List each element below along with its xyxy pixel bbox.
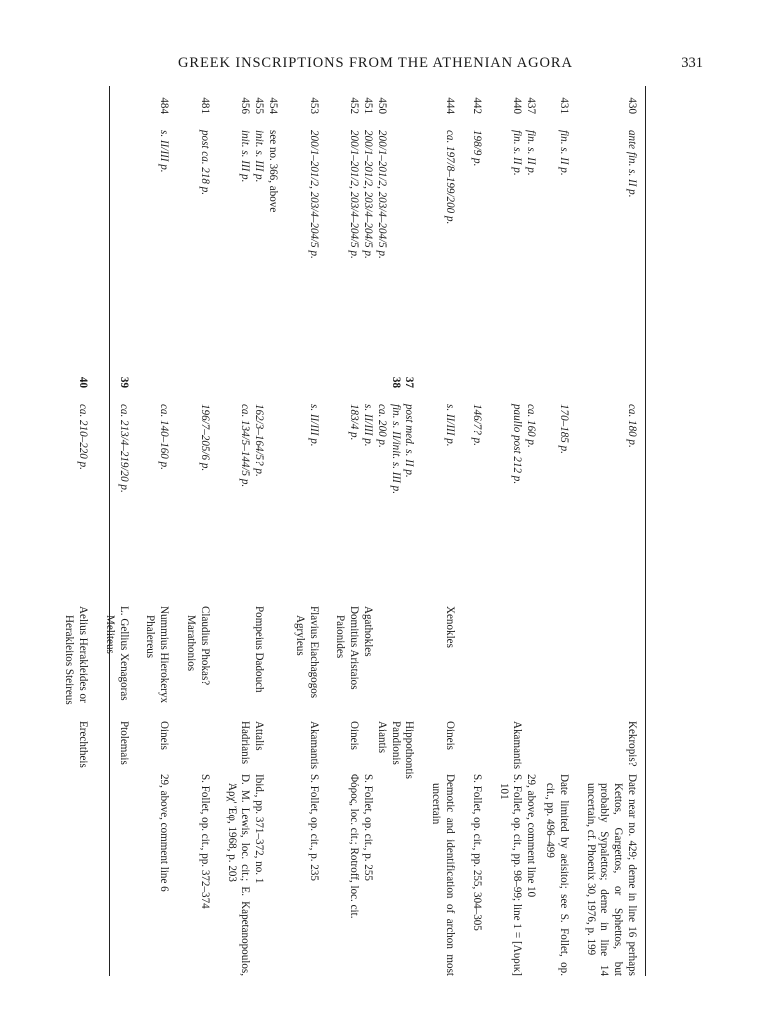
table-row (224, 86, 252, 976)
source-number (402, 86, 429, 120)
archon-name (265, 602, 292, 719)
reference-note (374, 768, 388, 976)
original-date: 200/1–201/2, 203/4–204/5 p. (362, 130, 375, 259)
reference-note: 29, above, comment line 6 (158, 774, 171, 892)
archon-name (374, 602, 388, 719)
table-row (183, 86, 224, 976)
source-number: 451 (362, 97, 375, 114)
original-date: s. II/III p. (158, 130, 171, 173)
reference-note (62, 768, 103, 976)
reference-note: Demotic and identification of archon most uncertain (430, 774, 457, 976)
archon-name: Claudius Phokas? Marathonios (185, 606, 211, 686)
table-row (469, 86, 496, 976)
table-row (388, 86, 402, 976)
new-number (224, 367, 252, 394)
table-bottom-rule (109, 86, 110, 976)
table-row (62, 86, 103, 976)
source-number: 456 (239, 97, 252, 114)
original-date (402, 120, 429, 367)
new-number (496, 367, 524, 394)
tribe-name (523, 719, 542, 768)
revised-date: 196/7–205/6 p. (198, 404, 211, 472)
new-number: 39 (117, 376, 130, 388)
tribe-name: Akamantis (307, 721, 320, 770)
new-number (523, 367, 542, 394)
original-date: 200/1–201/2, 203/4–204/5 p. (375, 130, 388, 259)
archon-name: Aelius Herakleides or Herakleitos Steireus (63, 606, 90, 705)
original-date: ca. 197/8–199/200 p. (444, 130, 457, 225)
rotated-table-block (63, 86, 646, 976)
source-number: 453 (307, 97, 320, 114)
archon-name (469, 602, 496, 719)
new-number (583, 367, 638, 394)
source-number: 452 (348, 97, 361, 114)
new-number (374, 367, 388, 394)
archon-name (542, 602, 583, 719)
new-number (251, 367, 265, 394)
reference-note: Φόρος, loc. cit.; Rotroff, loc. cit. (348, 774, 361, 919)
tribe-name (542, 719, 583, 768)
tribe-name: Pandionis (389, 721, 402, 765)
revised-date: fin. s. II/init. s. III p. (389, 404, 402, 494)
original-date: see no. 366, above (267, 130, 280, 213)
new-number (469, 367, 496, 394)
archon-name: Domitius Aristaios Paionides (334, 606, 361, 690)
archon-name: Flavius Eiachagogos Agryleus (293, 606, 320, 699)
tribe-name (265, 719, 292, 768)
archon-name: Nummius Hierokeryx Phalereus (144, 606, 171, 704)
new-number (333, 367, 361, 394)
reference-note: S. Follet, op. cit., pp. 98–99; line 1 = [Λυρικ] 101 (497, 774, 524, 976)
tribe-name: Hippothontis (403, 721, 416, 779)
new-number (292, 367, 333, 394)
source-number: 481 (198, 97, 211, 114)
source-number: 442 (470, 97, 483, 114)
source-number: 450 (375, 97, 388, 114)
revised-date: s. II/III p. (307, 404, 320, 447)
revised-date: s. II/III p. (444, 404, 457, 447)
revised-date: s. II/III p. (362, 404, 375, 447)
running-head (118, 55, 703, 79)
table-row (251, 86, 265, 976)
table-row (292, 86, 333, 976)
archon-name: L. Gellius Xenagoras Meliteus (103, 606, 130, 701)
revised-date: 162/3–164/5? p. (253, 404, 266, 477)
source-number: 430 (626, 97, 638, 114)
revised-date: ca. 213/4–219/20 p. (117, 404, 130, 493)
revised-date: 170–185 p. (557, 404, 570, 454)
table-row (143, 86, 184, 976)
table-row (333, 86, 361, 976)
revised-date (265, 394, 292, 602)
tribe-name (360, 719, 374, 768)
source-number: 484 (158, 97, 171, 114)
table-row (496, 86, 524, 976)
running-head-title: GREEK INSCRIPTIONS FROM THE ATHENIAN AGORA (178, 55, 573, 71)
tribe-name: Attalis (253, 721, 266, 751)
original-date: init. s. III p. (239, 130, 252, 183)
source-number: 444 (444, 97, 457, 114)
source-number: 431 (557, 97, 570, 114)
original-date: ante fin. s. II p. (626, 130, 638, 198)
archon-name: Xenokles (444, 606, 457, 648)
new-number: 37 (403, 376, 416, 388)
page-number: 331 (681, 55, 703, 71)
tribe-name: Hadrianis (239, 721, 252, 765)
new-number (542, 367, 583, 394)
original-date: 198/9 p. (470, 130, 483, 167)
table-row (428, 86, 469, 976)
reference-note (402, 768, 429, 976)
reference-note: S. Follet, op. cit., pp. 255, 304–305 (470, 774, 483, 931)
reference-note: S. Follet, op. cit., p. 255 (362, 774, 375, 881)
revised-date: 183/4 p. (348, 404, 361, 441)
table-row (360, 86, 374, 976)
tribe-name: Oineis (348, 721, 361, 750)
revised-date: ca. 200 p. (375, 404, 388, 448)
archon-name: Pompeius Dadouch (253, 606, 266, 693)
tribe-name: Oineis (444, 721, 457, 750)
source-number: 454 (267, 97, 280, 114)
original-date: 200/1–201/2, 203/4–204/5 p. (348, 130, 361, 259)
inscriptions-table (62, 86, 639, 976)
archon-name (388, 602, 402, 719)
new-number (428, 367, 469, 394)
reference-note: S. Follet, op. cit., p. 235 (307, 774, 320, 881)
tribe-name: Aiantis (375, 721, 388, 754)
new-number (360, 367, 374, 394)
tribe-name: Akamantis (511, 721, 524, 770)
original-date (62, 120, 103, 367)
tribe-name: Kekropis? (626, 721, 638, 767)
archon-name (523, 602, 542, 719)
tribe-name: Oineis (158, 721, 171, 750)
original-date: init. s. III p. (253, 130, 266, 183)
source-number: 437 (525, 97, 538, 114)
revised-date: ca. 210–220 p. (77, 404, 90, 470)
new-number: 38 (389, 376, 402, 388)
tribe-name (183, 719, 224, 768)
source-number (388, 86, 402, 120)
original-date: fin. s. II p. (525, 130, 538, 176)
tribe-name: Erechtheis (77, 721, 90, 768)
reference-note: D. M. Lewis, loc. cit.; E. Kapetanopoulos, Ἀρχ' Ἐφ, 1968, p. 203 (225, 774, 252, 976)
table-row (402, 86, 429, 976)
new-number (183, 367, 224, 394)
reference-note: Ibid., pp. 371–372, no. 1 (253, 774, 266, 884)
reference-note: 29, above, comment line 10 (525, 774, 538, 898)
new-number: 40 (77, 376, 90, 388)
table-row (265, 86, 292, 976)
reference-note: Date limited by aeisitoi; see S. Follet, op. cit., pp. 496–499 (544, 774, 570, 976)
revised-date: paullo post 212 p. (511, 404, 524, 485)
original-date (388, 120, 402, 367)
archon-name: Agathokles (362, 606, 375, 657)
tribe-name (469, 719, 496, 768)
original-date: fin. s. II p. (511, 130, 524, 176)
reference-note: Date near no. 429; deme in line 16 perhaps Kettos, Gargettos, or Sphettos, but probably Sypalettos; deme in line 14 uncertain, cf. Phoenix 30, 1976, p. 199 (584, 774, 638, 976)
new-number (143, 367, 184, 394)
original-date: post ca. 218 p. (198, 130, 211, 196)
reference-note (265, 768, 292, 976)
reference-note (388, 768, 402, 976)
archon-name (583, 602, 638, 719)
source-number (62, 86, 103, 120)
revised-date: ca. 140–160 p. (158, 404, 171, 470)
table-row (583, 86, 638, 976)
table-row (374, 86, 388, 976)
source-number: 455 (253, 97, 266, 114)
source-number: 440 (511, 97, 524, 114)
revised-date: ca. 180 p. (626, 404, 638, 448)
revised-date: post med. s. II p. (403, 404, 416, 478)
archon-name (496, 602, 524, 719)
revised-date: ca. 160 p. (525, 404, 538, 448)
original-date: fin. s. II p. (557, 130, 570, 176)
revised-date: 146/7? p. (470, 404, 483, 446)
archon-name (224, 602, 252, 719)
archon-name (402, 602, 429, 719)
table-row (542, 86, 583, 976)
table-top-rule (645, 86, 646, 976)
revised-date: ca. 134/5–144/5 p. (239, 404, 252, 488)
table-row (523, 86, 542, 976)
original-date: 200/1–201/2, 203/4–204/5 p. (307, 130, 320, 259)
reference-note: S. Follet, op. cit., pp. 372–374 (198, 774, 211, 909)
tribe-name: Ptolemais (117, 721, 130, 765)
new-number (265, 367, 292, 394)
